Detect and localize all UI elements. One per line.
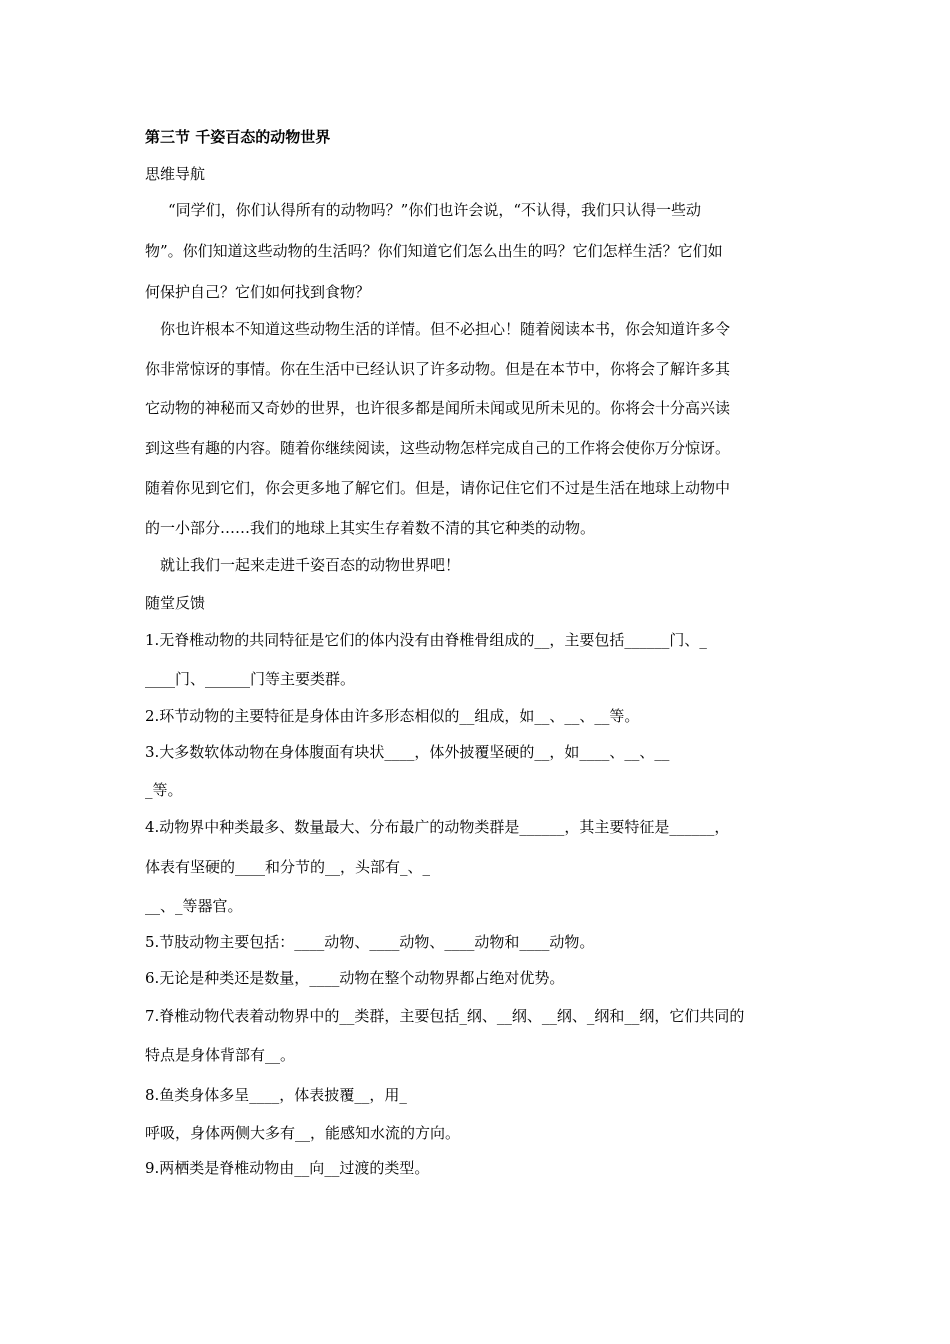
intro-line: 何保护自己？它们如何找到食物？ [145, 283, 371, 301]
question-line: __、_等器官。 [145, 897, 243, 915]
intro-line: 就让我们一起来走进千姿百态的动物世界吧！ [160, 556, 461, 574]
question-line: 2.环节动物的主要特征是身体由许多形态相似的__组成，如__、__、__等。 [145, 707, 640, 725]
question-line: 体表有坚硬的____和分节的__，头部有_、_ [145, 858, 431, 876]
intro-line: 你非常惊讶的事情。你在生活中已经认识了许多动物。但是在本节中，你将会了解许多其 [145, 360, 731, 378]
question-line: 9.两栖类是脊椎动物由__向__过渡的类型。 [145, 1159, 430, 1177]
intro-line: 你也许根本不知道这些动物生活的详情。但不必担心！随着阅读本书，你会知道许多令 [160, 320, 731, 338]
question-line: 5.节肢动物主要包括：____动物、____动物、____动物和____动物。 [145, 933, 595, 951]
question-line: ____门、______门等主要类群。 [145, 670, 356, 688]
question-line: 呼吸，身体两侧大多有__，能感知水流的方向。 [145, 1124, 461, 1142]
intro-line: 的一小部分……我们的地球上其实生存着数不清的其它种类的动物。 [145, 519, 596, 537]
section-heading-feedback: 随堂反馈 [145, 594, 206, 612]
intro-line: 它动物的神秘而又奇妙的世界，也许很多都是闻所未闻或见所未见的。你将会十分高兴读 [145, 399, 731, 417]
intro-line: 随着你见到它们，你会更多地了解它们。但是，请你记住它们不过是生活在地球上动物中 [145, 479, 731, 497]
question-line: 4.动物界中种类最多、数量最大、分布最广的动物类群是______，其主要特征是______， [145, 818, 730, 836]
question-line: 特点是身体背部有__。 [145, 1046, 296, 1064]
intro-line: 到这些有趣的内容。随着你继续阅读，这些动物怎样完成自己的工作将会使你万分惊讶。 [145, 439, 731, 457]
question-line: 6.无论是种类还是数量，____动物在整个动物界都占绝对优势。 [145, 969, 565, 987]
question-line: 3.大多数软体动物在身体腹面有块状____，体外披覆坚硬的__，如____、__、__ [145, 743, 670, 761]
intro-line: 物”。你们知道这些动物的生活吗？你们知道它们怎么出生的吗？它们怎样生活？它们如 [145, 242, 723, 260]
section-heading-guide: 思维导航 [145, 165, 206, 183]
question-line: 8.鱼类身体多呈____，体表披覆__，用_ [145, 1086, 407, 1104]
question-line: _等。 [145, 781, 183, 799]
intro-line: “同学们，你们认得所有的动物吗？”你们也许会说，“不认得，我们只认得一些动 [168, 201, 702, 219]
page-title: 第三节 千姿百态的动物世界 [145, 128, 331, 146]
question-line: 1.无脊椎动物的共同特征是它们的体内没有由脊椎骨组成的__，主要包括______门、_ [145, 631, 707, 649]
question-line: 7.脊椎动物代表着动物界中的__类群，主要包括_纲、__纲、__纲、_纲和__纲，它们共同的 [145, 1007, 745, 1025]
